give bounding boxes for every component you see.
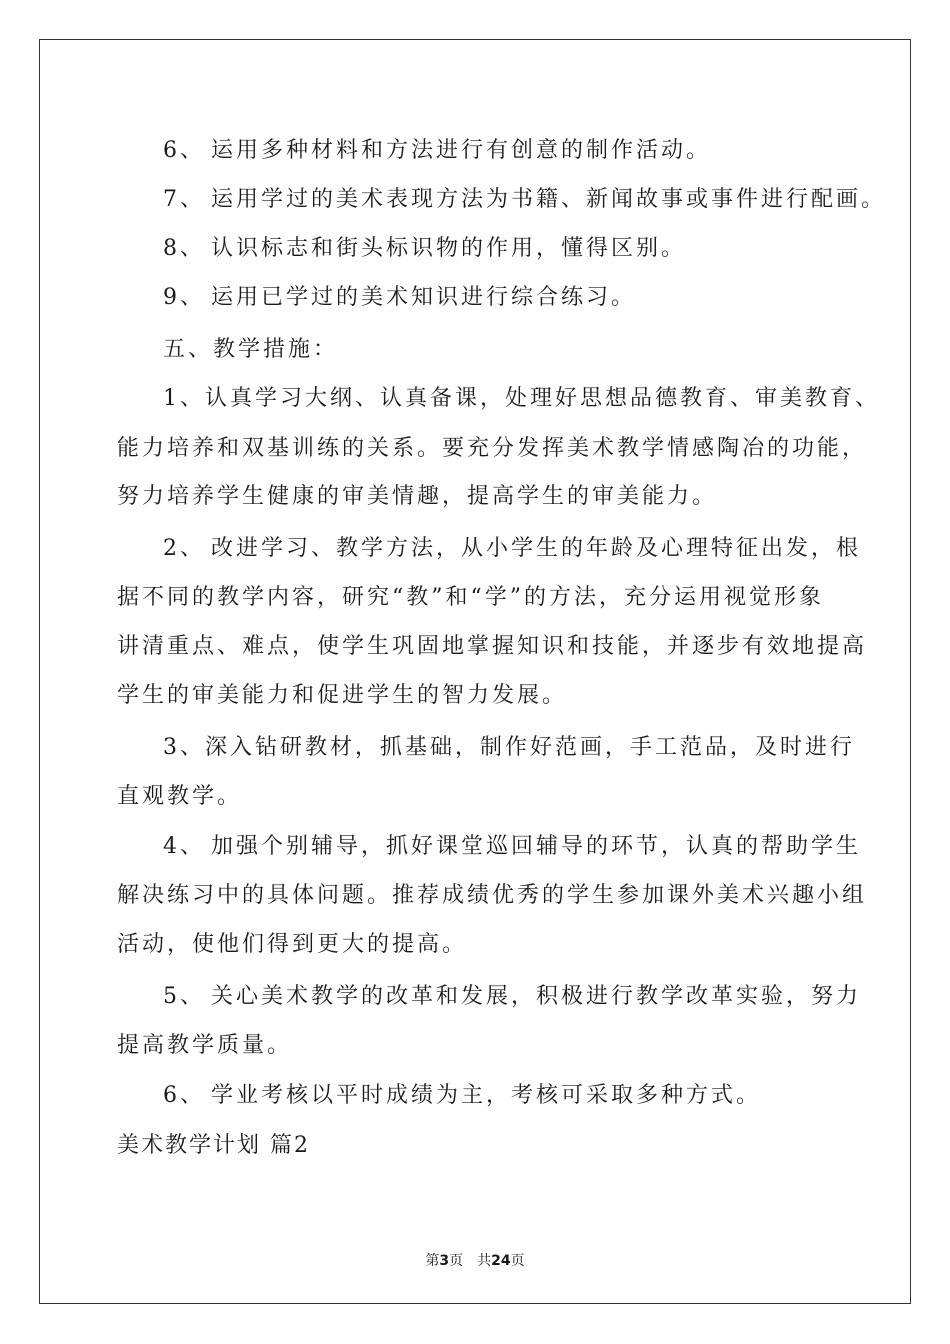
item-number: 5、 <box>163 984 205 1009</box>
item-number: 9、 <box>163 285 205 310</box>
paragraph-line <box>163 1081 761 1111</box>
item-number: 6、 <box>163 1083 205 1108</box>
list-item <box>163 234 686 264</box>
total-pages: 24 <box>491 1253 511 1269</box>
list-item <box>163 136 711 166</box>
section-heading: 五、教学措施： <box>163 337 339 362</box>
paragraph-line: 学生的审美能力和促进学生的智力发展。 <box>117 683 568 708</box>
paragraph-line <box>163 982 861 1012</box>
paragraph-line <box>163 534 861 564</box>
paragraph-line: 3、深入钻研教材，抓基础，制作好范画，手工范品，及时进行 <box>163 735 855 760</box>
item-text: 运用多种材料和方法进行有创意的制作活动。 <box>211 138 712 163</box>
item-text: 认识标志和街头标识物的作用，懂得区别。 <box>211 236 687 261</box>
paragraph-line: 提高教学质量。 <box>117 1033 293 1058</box>
paragraph-line: 能力培养和双基训练的关系。要充分发挥美术教学情感陶冶的功能， <box>117 436 868 461</box>
page-footer <box>0 1250 950 1270</box>
item-text: 学业考核以平时成绩为主，考核可采取多种方式。 <box>211 1083 762 1108</box>
page-border <box>39 39 911 1304</box>
paragraph-line: 解决练习中的具体问题。推荐成绩优秀的学生参加课外美术兴趣小组 <box>117 883 868 908</box>
paragraph-line <box>163 832 861 862</box>
footer-text: 页 共 <box>449 1253 492 1269</box>
item-text: 改进学习、教学方法，从小学生的年龄及心理特征出发，根 <box>211 536 862 561</box>
item-number: 8、 <box>163 236 205 261</box>
item-number: 4、 <box>163 834 205 859</box>
list-item <box>163 283 636 313</box>
paragraph-line: 直观教学。 <box>117 784 243 809</box>
paragraph-line: 讲清重点、难点，使学生巩固地掌握知识和技能，并逐步有效地提高 <box>117 634 868 659</box>
item-text: 关心美术教学的改革和发展，积极进行教学改革实验，努力 <box>211 984 862 1009</box>
paragraph-line: 据不同的教学内容，研究“教”和“学”的方法，充分运用视觉形象 <box>117 585 824 610</box>
footer-text: 页 <box>510 1253 525 1269</box>
paragraph-line: 1、认真学习大纲、认真备课，处理好思想品德教育、审美教育、 <box>163 386 880 411</box>
item-number: 7、 <box>163 187 205 212</box>
item-text: 运用学过的美术表现方法为书籍、新闻故事或事件进行配画。 <box>211 187 887 212</box>
paragraph-line: 活动，使他们得到更大的提高。 <box>117 932 468 957</box>
next-section-title: 美术教学计划 篇2 <box>117 1133 310 1158</box>
page-number: 3 <box>439 1253 450 1269</box>
list-item <box>163 185 886 215</box>
footer-text: 第 <box>425 1253 440 1269</box>
paragraph-line: 努力培养学生健康的审美情趣，提高学生的审美能力。 <box>117 484 718 509</box>
item-number: 6、 <box>163 138 205 163</box>
item-text: 运用已学过的美术知识进行综合练习。 <box>211 285 637 310</box>
item-number: 2、 <box>163 536 205 561</box>
item-text: 加强个别辅导，抓好课堂巡回辅导的环节，认真的帮助学生 <box>211 834 862 859</box>
